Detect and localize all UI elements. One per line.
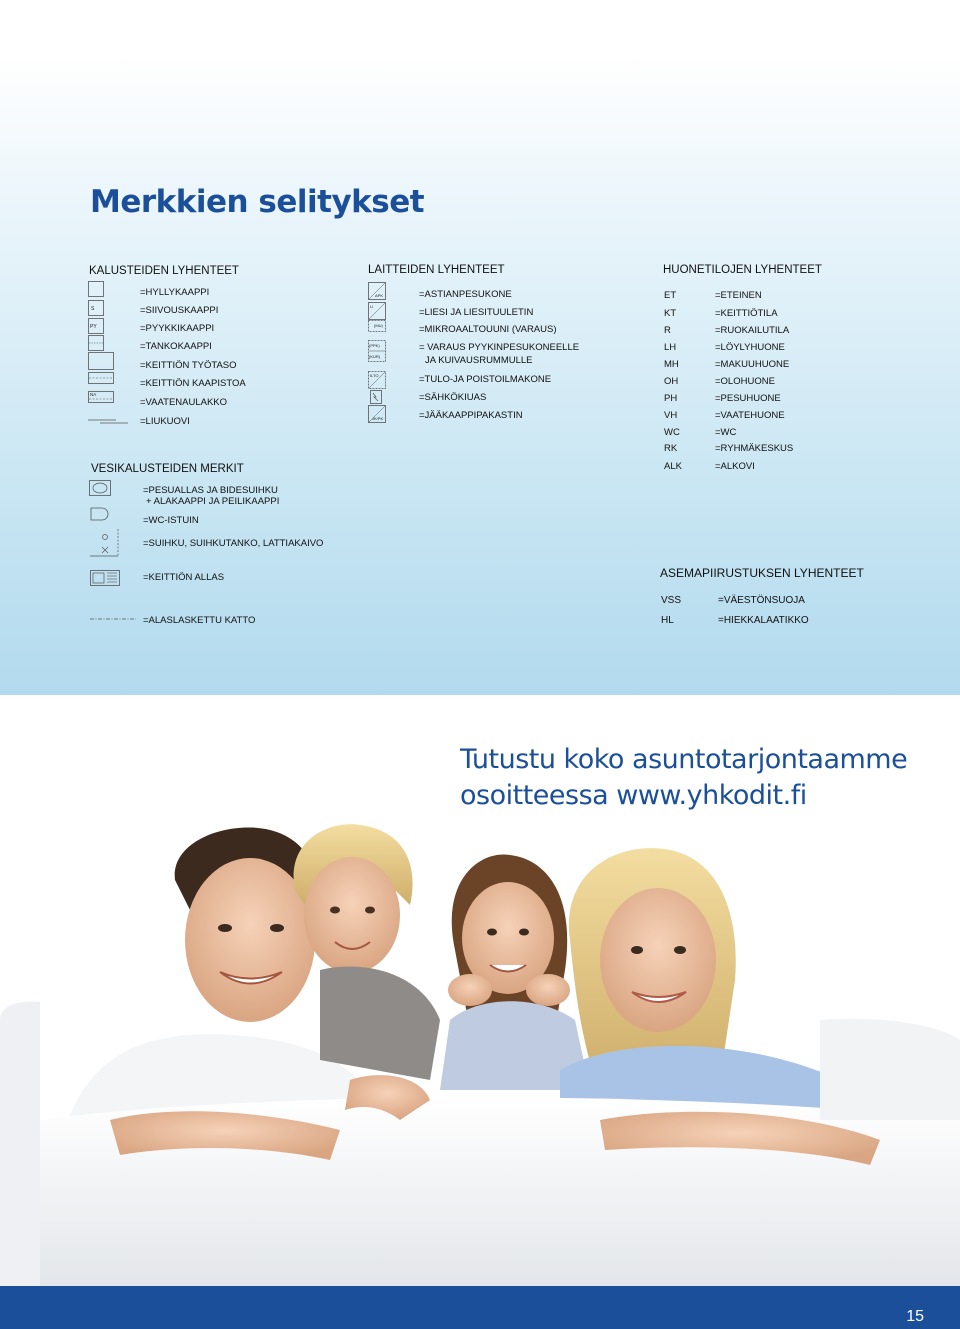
- vesikalusteet-heading: VESIKALUSTEIDEN MERKIT: [91, 463, 244, 475]
- pyykkikaappi-symbol-icon: PY: [88, 318, 104, 334]
- huone-abbr: RK: [664, 443, 678, 454]
- huone-abbr: MH: [664, 359, 679, 370]
- pesuallas-symbol-icon: [89, 480, 111, 496]
- tankokaappi-symbol-icon: [88, 335, 104, 351]
- asemapiirustus-heading: ASEMAPIIRUSTUKSEN LYHENTEET: [660, 566, 864, 580]
- huone-label: =PESUHUONE: [715, 393, 781, 404]
- vesikalusteet-item-keittion-allas: =KEITTIÖN ALLAS: [143, 572, 225, 583]
- vesikalusteet-item-wc: =WC-ISTUIN: [143, 515, 199, 526]
- hyllykaappi-symbol-icon: [88, 281, 104, 297]
- laitteet-item-sahkokiuas: =SÄHKÖKIUAS: [419, 392, 487, 403]
- keittion-kaapisto-symbol-icon: [88, 372, 114, 384]
- footer-bar: [0, 1286, 960, 1329]
- laitteet-item-jaakaappi: =JÄÄKAAPPIPAKASTIN: [419, 410, 523, 421]
- kalusteet-item-kaapisto: =KEITTIÖN KAAPISTOA: [140, 378, 246, 389]
- huone-label: =ETEINEN: [715, 290, 762, 301]
- laitteet-item-ilmanvaihto: =TULO-JA POISTOILMAKONE: [419, 374, 552, 385]
- huone-label: =RUOKAILUTILA: [715, 325, 790, 336]
- pyykinpesukone-symbol-icon: (PPK) (KUR): [368, 340, 386, 362]
- huone-abbr: LH: [664, 342, 677, 353]
- huone-label: =OLOHUONE: [715, 376, 775, 387]
- kalusteet-item-liukuovi: =LIUKUOVI: [140, 416, 190, 427]
- huone-label: =WC: [715, 427, 737, 438]
- liukuovi-symbol-icon: [88, 418, 128, 426]
- kalusteet-item-siivouskaappi: =SIIVOUSKAAPPI: [140, 305, 219, 316]
- keittion-allas-symbol-icon: [90, 570, 120, 586]
- laitteet-item-mikro: =MIKROAALTOUUNI (VARAUS): [419, 324, 557, 335]
- huone-label: =ALKOVI: [715, 461, 755, 472]
- astianpesukone-symbol-icon: APK: [368, 282, 386, 300]
- huone-abbr: VH: [664, 410, 678, 421]
- huone-label: =LÖYLYHUONE: [715, 342, 785, 353]
- huonetilat-heading: HUONETILOJEN LYHENTEET: [663, 264, 822, 276]
- kalusteet-item-vaatenaulakko: =VAATENAULAKKO: [140, 397, 228, 408]
- ilmanvaihtokone-symbol-icon: ILTO: [368, 371, 386, 389]
- suihku-symbol-icon: [88, 527, 122, 559]
- kalusteet-item-hyllykaappi: =HYLLYKAAPPI: [140, 287, 210, 298]
- vesikalusteet-item-suihku: =SUIHKU, SUIHKUTANKO, LATTIAKAIVO: [143, 538, 324, 549]
- huone-abbr: KT: [664, 308, 677, 319]
- laitteet-item-astianpesukone: =ASTIANPESUKONE: [419, 289, 512, 300]
- jaakaappi-symbol-icon: JK/PK: [368, 405, 386, 423]
- kalusteet-item-tyotaso: =KEITTIÖN TYÖTASO: [140, 360, 237, 371]
- huone-abbr: ALK: [664, 461, 682, 472]
- kalusteet-item-pyykkikaappi: =PYYKKIKAAPPI: [140, 323, 215, 334]
- laitteet-item-pyykinpesu: = VARAUS PYYKINPESUKONEELLE: [419, 342, 580, 353]
- huone-label: =VAATEHUONE: [715, 410, 785, 421]
- tyotaso-symbol-icon: [88, 352, 114, 370]
- vaatenaulakko-symbol-icon: NA: [88, 391, 114, 403]
- sahkokiuas-symbol-icon: [370, 390, 382, 404]
- liesi-symbol-icon: LI: [368, 302, 386, 320]
- page-number: 15: [906, 1308, 924, 1325]
- tagline-line1: Tutustu koko asuntotarjontaamme: [460, 744, 908, 775]
- asema-abbr: VSS: [661, 595, 682, 606]
- siivouskaappi-symbol-icon: S: [88, 300, 104, 316]
- tagline: [460, 742, 907, 814]
- tagline-line2: osoitteessa www.yhkodit.fi: [460, 780, 807, 811]
- huone-abbr: R: [664, 325, 671, 336]
- kalusteet-item-tankokaappi: =TANKOKAAPPI: [140, 341, 212, 352]
- laitteet-heading: LAITTEIDEN LYHENTEET: [368, 264, 505, 276]
- asema-label: =VÄESTÖNSUOJA: [718, 595, 805, 606]
- family-photo: [0, 820, 960, 1286]
- sofa-arm: [820, 1019, 960, 1120]
- mikroaaltouuni-symbol-icon: (MU): [368, 320, 386, 332]
- huone-abbr: PH: [664, 393, 678, 404]
- asema-label: =HIEKKALAATIKKO: [718, 615, 809, 626]
- huone-label: =MAKUUHUONE: [715, 359, 790, 370]
- vesikalusteet-item-katto: =ALASLASKETTU KATTO: [143, 615, 256, 626]
- huone-abbr: ET: [664, 290, 677, 301]
- huone-abbr: WC: [664, 427, 680, 438]
- boy-face: [304, 857, 400, 973]
- huone-label: =KEITTIÖTILA: [715, 308, 778, 319]
- wc-istuin-symbol-icon: [90, 507, 112, 521]
- laitteet-item-liesi: =LIESI JA LIESITUULETIN: [419, 307, 534, 318]
- huone-label: =RYHMÄKESKUS: [715, 443, 794, 454]
- asema-abbr: HL: [661, 615, 674, 626]
- vesikalusteet-item-pesuallas: =PESUALLAS JA BIDESUIHKU: [143, 485, 278, 496]
- huone-abbr: OH: [664, 376, 679, 387]
- page-title: Merkkien selitykset: [90, 184, 425, 220]
- kalusteet-heading: KALUSTEIDEN LYHENTEET: [89, 265, 239, 277]
- laitteet-item-pyykinpesu-line2: JA KUIVAUSRUMMULLE: [425, 355, 533, 366]
- alaslaskettu-katto-symbol-icon: [90, 617, 136, 621]
- vesikalusteet-item-pesuallas-line2: + ALAKAAPPI JA PEILIKAAPPI: [146, 496, 280, 507]
